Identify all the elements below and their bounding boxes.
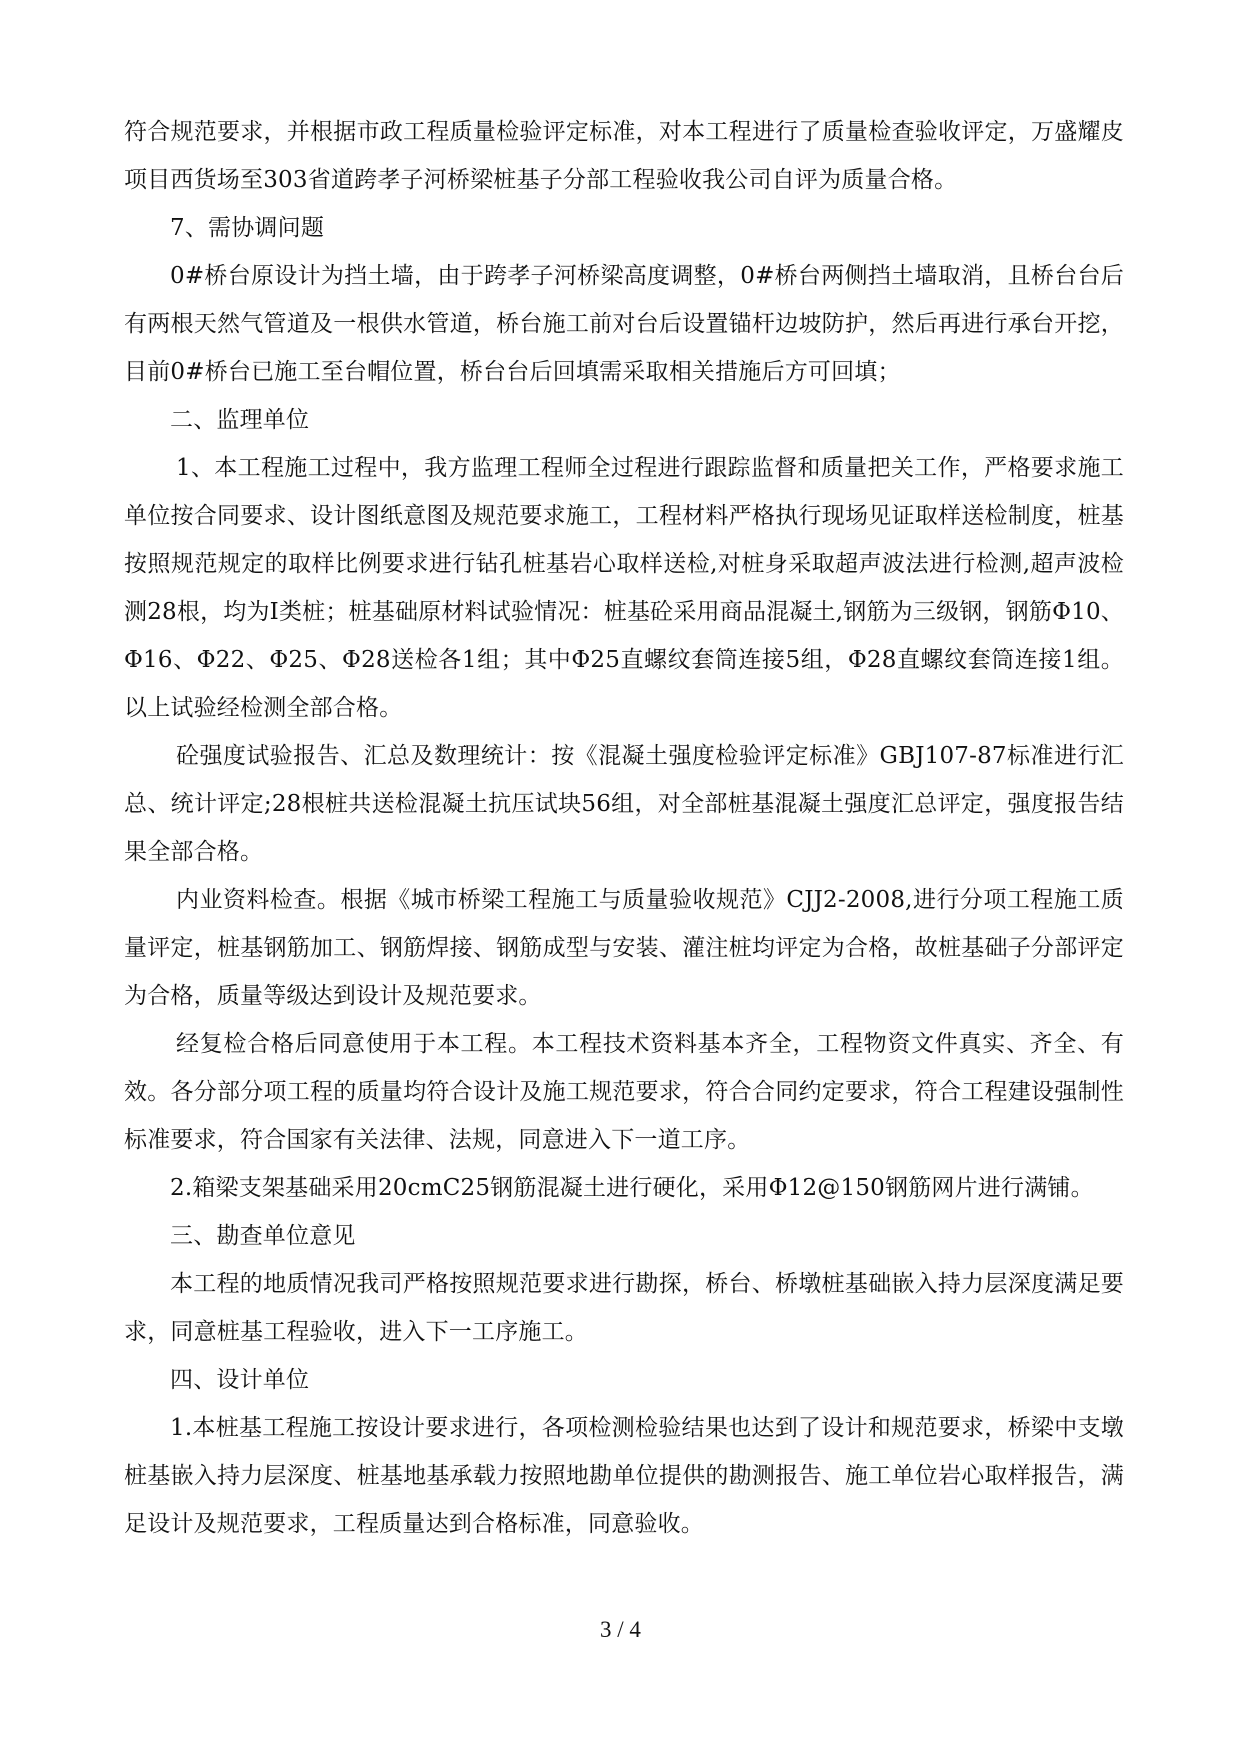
heading-survey-unit: 三、勘查单位意见 xyxy=(170,1223,356,1249)
paragraph-concrete-strength: 砼强度试验报告、汇总及数理统计：按《混凝土强度检验评定标准》GBJ107-87标准进行汇总、统计评定;28根桩共送检混凝土抗压试块56组，对全部桩基混凝土强度汇总评定，强度报告结果全部合格。 xyxy=(124,743,1124,865)
paragraph-survey-opinion: 本工程的地质情况我司严格按照规范要求进行勘探，桥台、桥墩桩基础嵌入持力层深度满足要求，同意桩基工程验收，进入下一工序施工。 xyxy=(124,1271,1124,1345)
paragraph-reinspection: 经复检合格后同意使用于本工程。本工程技术资料基本齐全，工程物资文件真实、齐全、有效。各分部分项工程的质量均符合设计及施工规范要求，符合合同约定要求，符合工程建设强制性标准要求，符合国家有关法律、法规，同意进入下一道工序。 xyxy=(124,1031,1124,1153)
heading-coordination-issues: 7、需协调问题 xyxy=(170,215,325,241)
paragraph-supervision-process: 1、本工程施工过程中，我方监理工程师全过程进行跟踪监督和质量把关工作，严格要求施工单位按合同要求、设计图纸意图及规范要求施工，工程材料严格执行现场见证取样送检制度，桩基按照规范规定的取样比例要求进行钻孔桩基岩心取样送检,对桩身采取超声波法进行检测,超声波检测28根，均为I类桩；桩基础原材料试验情况：桩基砼采用商品混凝土,钢筋为三级钢，钢筋Φ10、Φ16、Φ22、Φ25、Φ28送检各1组；其中Φ25直螺纹套筒连接5组，Φ28直螺纹套筒连接1组。以上试验经检测全部合格。 xyxy=(124,455,1124,721)
paragraph-abutment-issue: 0#桥台原设计为挡土墙，由于跨孝子河桥梁高度调整，0#桥台两侧挡土墙取消，且桥台台后有两根天然气管道及一根供水管道，桥台施工前对台后设置锚杆边坡防护，然后再进行承台开挖，目前0#桥台已施工至台帽位置，桥台台后回填需采取相关措施后方可回填； xyxy=(124,263,1124,385)
paragraph-design-opinion: 1.本桩基工程施工按设计要求进行，各项检测检验结果也达到了设计和规范要求，桥梁中支墩桩基嵌入持力层深度、桩基地基承载力按照地勘单位提供的勘测报告、施工单位岩心取样报告，满足设计及规范要求，工程质量达到合格标准，同意验收。 xyxy=(124,1415,1124,1537)
paragraph-quality-conclusion: 符合规范要求，并根据市政工程质量检验评定标准，对本工程进行了质量检查验收评定，万盛耀皮项目西货场至303省道跨孝子河桥梁桩基子分部工程验收我公司自评为质量合格。 xyxy=(124,119,1124,193)
paragraph-box-girder-foundation: 2.箱梁支架基础采用20cmC25钢筋混凝土进行硬化，采用Φ12@150钢筋网片进行满铺。 xyxy=(170,1175,1094,1201)
document-page xyxy=(124,108,1124,1668)
paragraph-internal-records: 内业资料检查。根据《城市桥梁工程施工与质量验收规范》CJJ2-2008,进行分项工程施工质量评定，桩基钢筋加工、钢筋焊接、钢筋成型与安装、灌注桩均评定为合格，故桩基础子分部评定为合格，质量等级达到设计及规范要求。 xyxy=(124,887,1124,1009)
heading-design-unit: 四、设计单位 xyxy=(170,1367,310,1393)
page-number: 3 / 4 xyxy=(600,1617,641,1642)
heading-supervision-unit: 二、监理单位 xyxy=(170,407,310,433)
